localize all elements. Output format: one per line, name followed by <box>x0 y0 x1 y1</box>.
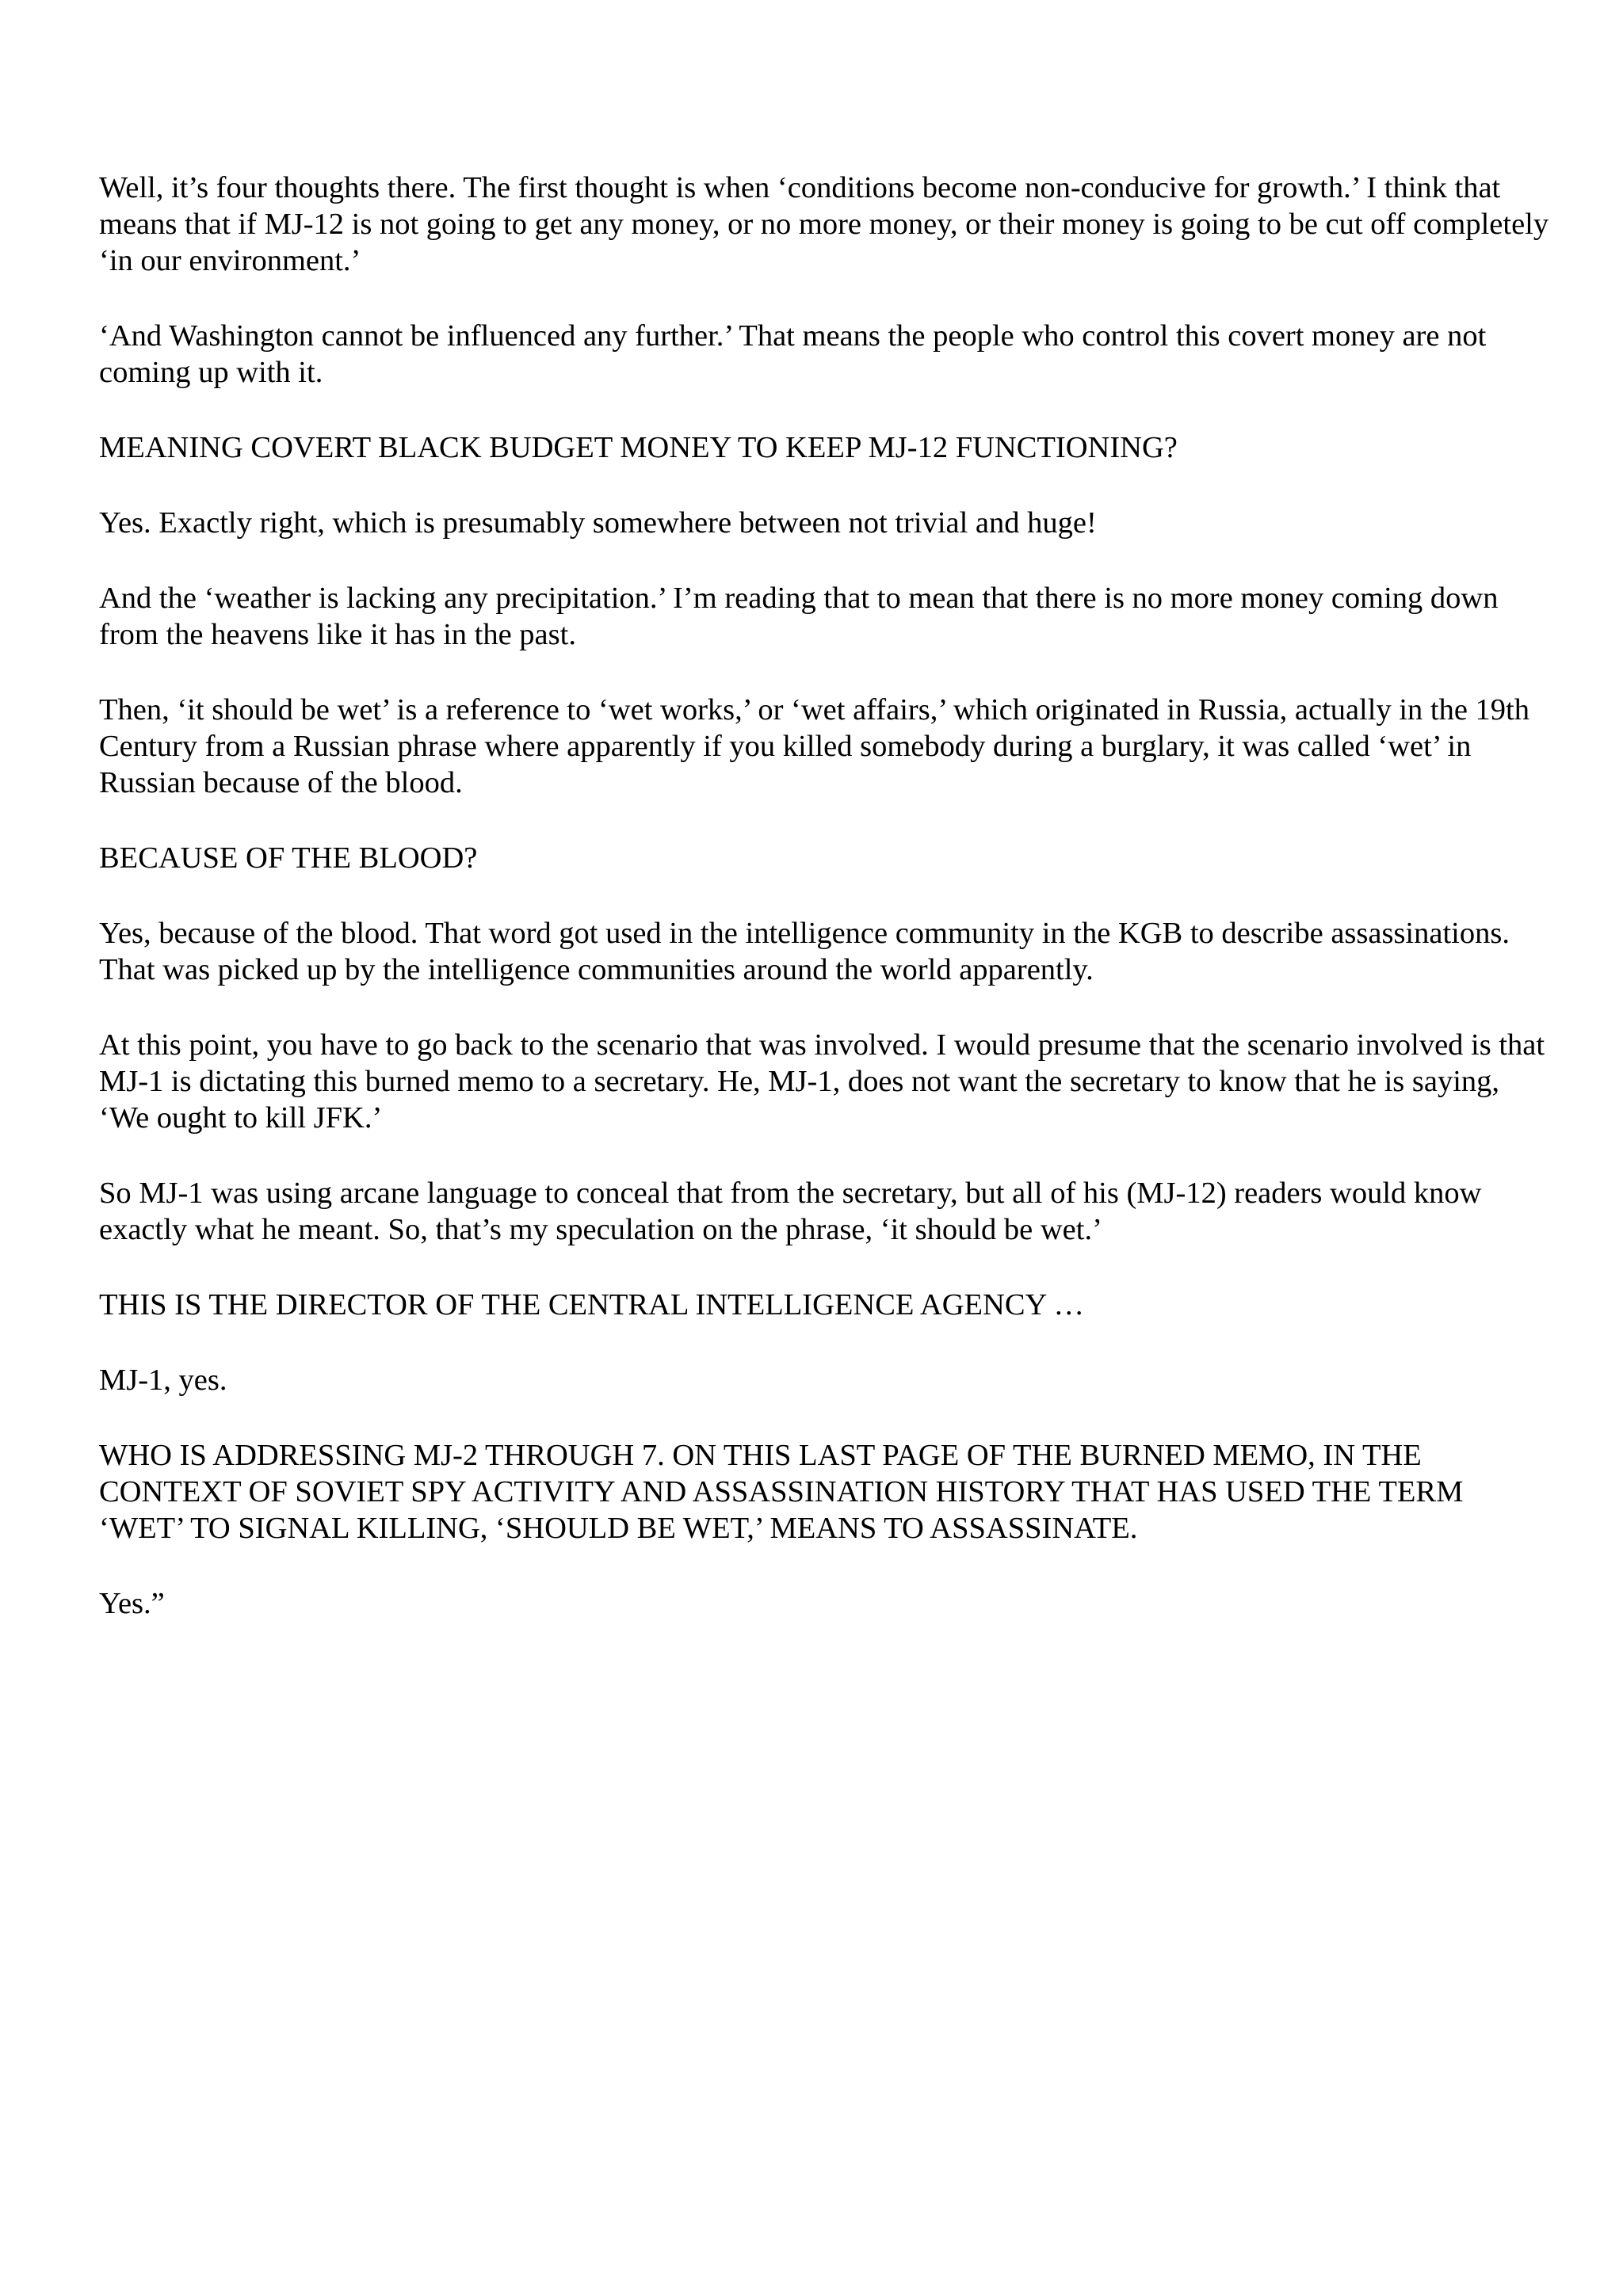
answer-yes-closing: Yes.” <box>99 1587 165 1620</box>
answer-blood: Yes, because of the blood. That word got used in the intelligence community in the KGB to describe assassinations. That was picked up by the intelligence communities around the world apparently. <box>99 917 1510 986</box>
paragraph-wet-works: Then, ‘it should be wet’ is a reference to ‘wet works,’ or ‘wet affairs,’ which originated in Russia, actually in the 19th Century from a Russian phrase where apparently if you killed somebody during a burglary, it was called ‘wet’ in Russian because of the blood. <box>99 693 1530 799</box>
paragraph-scenario: At this point, you have to go back to the scenario that was involved. I would presume that the scenario involved is that MJ-1 is dictating this burned memo to a secretary. He, MJ-1, does not want the secretary to know that he is saying, ‘We ought to kill JFK.’ <box>99 1028 1545 1135</box>
paragraph-arcane-language: So MJ-1 was using arcane language to conceal that from the secretary, but all of his (MJ-12) readers would know exactly what he meant. So, that’s my speculation on the phrase, ‘it should be wet.’ <box>99 1177 1482 1246</box>
paragraph-washington: ‘And Washington cannot be influenced any further.’ That means the people who control this covert money are not coming up with it. <box>99 319 1487 389</box>
question-director: THIS IS THE DIRECTOR OF THE CENTRAL INTELLIGENCE AGENCY … <box>99 1288 1084 1322</box>
question-addressing: WHO IS ADDRESSING MJ-2 THROUGH 7. ON THIS LAST PAGE OF THE BURNED MEMO, IN THE CONTEXT OF SOVIET SPY ACTIVITY AND ASSASSINATION HISTORY THAT HAS USED THE TERM ‘WET’ TO SIGNAL KILLING, ‘SHOULD BE WET,’ MEANS TO ASSASSINATE. <box>99 1439 1464 1545</box>
paragraph-four-thoughts: Well, it’s four thoughts there. The first thought is when ‘conditions become non-conducive for growth.’ I think that means that if MJ-12 is not going to get any money, or no more money, or their money is going to be cut off completely ‘in our environment.’ <box>99 171 1549 277</box>
answer-exactly-right: Yes. Exactly right, which is presumably somewhere between not trivial and huge! <box>99 506 1097 540</box>
question-black-budget: MEANING COVERT BLACK BUDGET MONEY TO KEEP MJ-12 FUNCTIONING? <box>99 431 1178 464</box>
answer-mj1: MJ-1, yes. <box>99 1363 227 1397</box>
question-blood: BECAUSE OF THE BLOOD? <box>99 841 478 875</box>
paragraph-weather: And the ‘weather is lacking any precipitation.’ I’m reading that to mean that there is no more money coming down from the heavens like it has in the past. <box>99 582 1499 651</box>
document-body <box>99 170 1549 1661</box>
